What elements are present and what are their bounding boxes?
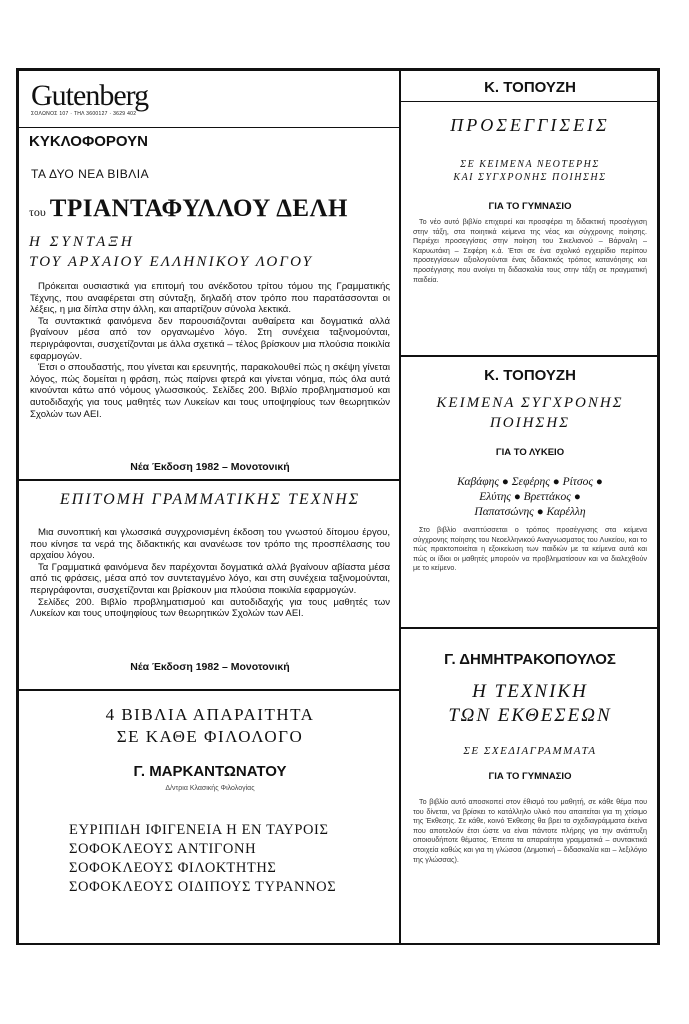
subtitle-line-2: ΚΑΙ ΣΥΓΧΡΟΝΗΣ ΠΟΙΗΣΗΣ bbox=[453, 172, 607, 183]
description-paragraph: Τα Γραμματικά φαινόμενα δεν παρέχονται δογματικά αλλά βγαίνουν αβίαστα μέσα από τις φράσεις, μέσα από τον συντεταγμένο λόγο, και στη συνέχεια ταξινομούνται, περιγράφονται, συσχετίζονται και βρίσκουν μια πλούσια ποικιλία εφαρμογών. bbox=[30, 561, 390, 596]
poets-line: Παπατσώνης ● Καρέλλη bbox=[474, 506, 586, 518]
description-paragraph: Έτσι ο σπουδαστής, που γίνεται και ερευνητής, παρακολουθεί πώς η σκέψη γίνεται λόγος, πώς δομείται η φράση, πώς παίρνει φτερά και γίνεται νόημα, πώς όλα αυτά κινούνται κάτω από νόμους γλωσσικούς. Σελίδες 200. Βιβλίο προβληματισμού και αυτοδιδαχής για τους μαθητές των Λυκείων και τους υποψηφίους των θεωρητικών Σχολών των ΑΕΙ. bbox=[30, 362, 390, 420]
subkicker: ΤΑ ΔΥΟ ΝΕΑ ΒΙΒΛΙΑ bbox=[31, 167, 150, 181]
logo-text: Gutenberg bbox=[31, 79, 149, 112]
description-paragraph: Σελίδες 200. Βιβλίο προβληματισμού και αυτοδιδαχής για τους μαθητές των Λυκείων και τους υποψηφίους των θεωρητικών Σχολών των ΑΕΙ. bbox=[30, 596, 390, 620]
book-title: ΣΟΦΟΚΛΕΟΥΣ ΑΝΤΙΓΟΝΗ bbox=[69, 841, 257, 857]
techniki-section bbox=[400, 628, 658, 945]
description-paragraph: Μια συνοπτική και γλωσσικά συγχρονισμένη έκδοση του γνωστού δίτομου έργου, που κίνησε τα νερά της διδακτικής και ανανέωσε τον τρόπο της προσπέλασης του αρχαίου λόγου. bbox=[30, 527, 390, 562]
book-title: ΣΟΦΟΚΛΕΟΥΣ ΟΙΔΙΠΟΥΣ ΤΥΡΑΝΝΟΣ bbox=[69, 879, 337, 895]
headline-line-2: ΣΕ ΚΑΘΕ ΦΙΛΟΛΟΓΟ bbox=[116, 727, 304, 746]
book-title-line-1: Η ΣΥΝΤΑΞΗ bbox=[29, 234, 135, 250]
book-title: ΕΥΡΙΠΙΔΗ ΙΦΙΓΕΝΕΙΑ Η ΕΝ ΤΑΥΡΟΙΣ bbox=[69, 822, 329, 838]
book-title-line-1: Η ΤΕΧΝΙΚΗ bbox=[472, 681, 588, 702]
book-description: Το νέο αυτό βιβλίο επιχειρεί και προσφέρει τη διδακτική προσέγγιση στην τάξη, στα ποιητικά κείμενα της νέας και σύγχρονης ποίησης. Περιέχει προσεγγίσεις στην ποίηση του Σικελιανού – Βάρναλη – Καρυωτάκη – Σεφέρη κ.ά. Έτσι σε ένα σχολικό εγχειρίδιο περίπου προσεγγίσεων αξιολογούνται ένας διδακτικός τρόπος κατανόησης και προσέγγισης που ανοίγει τη διδασκαλία τους στην τάξη σε πραγματική παιδεία. bbox=[413, 217, 647, 284]
epitome-section bbox=[18, 480, 400, 690]
poets-list bbox=[401, 475, 658, 520]
book-description: Το βιβλίο αυτό αποσκοπεί στον έθισμό του μαθητή, σε κάθε θέμα που του δίνεται, να βρίσκει το κατάλληλο υλικό που απαιτείται για τη χτίσιμο της Έκθεσης. Σε κάθε, κοινό Έκθεσης θα βρει τα σχεδιαγράμματα έκείνα που αποτελούν έτσι ώστε να είναι πάντοτε πλήρης για την ανάπτυξη οποιουδήποτε θέματος. Έπειτα τα απαραίτητα γραμματικά – συντακτικά στοιχεία καθώς και για τη γλώσσα (Δημοτική – διδασκαλία και – λεξιλόγιο της γλώσσας). bbox=[413, 797, 647, 864]
author-name: Γ. ΔΗΜΗΤΡΑΚΟΠΟΥΛΟΣ bbox=[444, 651, 616, 668]
author-subtitle: Δ/ντρια Κλασικής Φιλολογίας bbox=[165, 785, 255, 792]
book-description: Στο βιβλίο αναπτύσσεται ο τρόπος προσέγγισης στα κείμενα σύγχρονης ποίησης του Νεοελληνικού Αναγνωσματος του Λυκείου, και το πώς πρακτοποιείται η εξοικείωση των παιδιών με τα κείμενα αυτά και πώς οι ίδιοι οι μαθητές μπορούν να προβληματίσουν και να διαλεχθούν με το κείμενο. bbox=[413, 525, 647, 573]
epitome-title: ΕΠΙΤΟΜΗ ΓΡΑΜΜΑΤΙΚΗΣ ΤΕΧΝΗΣ bbox=[59, 491, 361, 508]
deli-books-section bbox=[18, 70, 400, 480]
description-paragraph: Πρόκειται ουσιαστικά για επιτομή του ανέκδοτου τρίτου τόμου της Γραμματικής Τέχνης, που αναφέρεται στη σύνταξη, δηλαδή στον τρόπο που παρατάσσονται οι λέξεις, η μια δίπλα στην άλλη, και απαρτίζουν σύνολα λεκτικά. bbox=[30, 281, 390, 316]
book-title-line-2: ΤΟΥ ΑΡΧΑΙΟΥ ΕΛΛΗΝΙΚΟΥ ΛΟΓΟΥ bbox=[29, 254, 314, 270]
author-line bbox=[29, 195, 348, 223]
target-level: ΓΙΑ ΤΟ ΓΥΜΝΑΣΙΟ bbox=[488, 771, 572, 782]
book-title-line-2: ΠΟΙΗΣΗΣ bbox=[489, 415, 571, 431]
advertisement-page bbox=[16, 68, 660, 945]
kicker: ΚΥΚΛΟΦΟΡΟΥΝ bbox=[29, 133, 149, 150]
poets-line: Καβάφης ● Σεφέρης ● Ρίτσος ● bbox=[457, 476, 603, 488]
keimena-section bbox=[400, 356, 658, 628]
poets-line: Ελύτης ● Βρεττάκος ● bbox=[479, 491, 581, 503]
book-title-line-2: ΤΩΝ ΕΚΘΕΣΕΩΝ bbox=[448, 705, 612, 726]
description bbox=[30, 281, 390, 420]
description-paragraph: Τα συντακτικά φαινόμενα δεν παρουσιάζονται αυθαίρετα και δογματικά αλλά βγαίνουν μέσα από τον οργανωμένο λόγο. Στη συνέχεια ταξινομούνται, περιγράφονται, συσχετίζονται με άλλα σχετικά – τέλος βρίσκουν μια πλούσια ποικιλία εφαρμογών. bbox=[30, 315, 390, 362]
target-level: ΓΙΑ ΤΟ ΛΥΚΕΙΟ bbox=[495, 447, 565, 458]
markantonatou-section bbox=[18, 690, 400, 945]
publisher-logo bbox=[31, 81, 148, 117]
book-title-line-1: ΚΕΙΜΕΝΑ ΣΥΓΧΡΟΝΗΣ bbox=[436, 395, 624, 411]
edition-note: Νέα Έκδοση 1982 – Μονοτονική bbox=[130, 661, 290, 673]
book-title: ΠΡΟΣΕΓΓΙΣΕΙΣ bbox=[450, 115, 610, 135]
headline-line-1: 4 ΒΙΒΛΙΑ ΑΠΑΡΑΙΤΗΤΑ bbox=[105, 705, 315, 724]
author-name: Κ. ΤΟΠΟΥΖΗ bbox=[484, 367, 576, 384]
edition-note: Νέα Έκδοση 1982 – Μονοτονική bbox=[130, 461, 290, 473]
epitome-description bbox=[30, 527, 390, 620]
publisher-address: ΣΟΛΩΝΟΣ 107 · ΤΗΛ 3600127 · 3629 402 bbox=[31, 111, 137, 117]
book-title: ΣΟΦΟΚΛΕΟΥΣ ΦΙΛΟΚΤΗΤΗΣ bbox=[69, 860, 277, 876]
author-name: Κ. ΤΟΠΟΥΖΗ bbox=[484, 79, 576, 96]
author-name: ΤΡΙΑΝΤΑΦΥΛΛΟΥ ΔΕΛΗ bbox=[49, 195, 348, 222]
target-level: ΓΙΑ ΤΟ ΓΥΜΝΑΣΙΟ bbox=[488, 201, 572, 212]
author-name: Γ. ΜΑΡΚΑΝΤΩΝΑΤΟΥ bbox=[133, 763, 287, 780]
author-prefix: του bbox=[29, 205, 46, 219]
book-list bbox=[69, 821, 336, 897]
book-subtitle: ΣΕ ΣΧΕΔΙΑΓΡΑΜΜΑΤΑ bbox=[463, 745, 597, 757]
prosengiseis-section bbox=[400, 70, 658, 356]
subtitle-line-1: ΣΕ ΚΕΙΜΕΝΑ ΝΕΟΤΕΡΗΣ bbox=[460, 159, 600, 170]
